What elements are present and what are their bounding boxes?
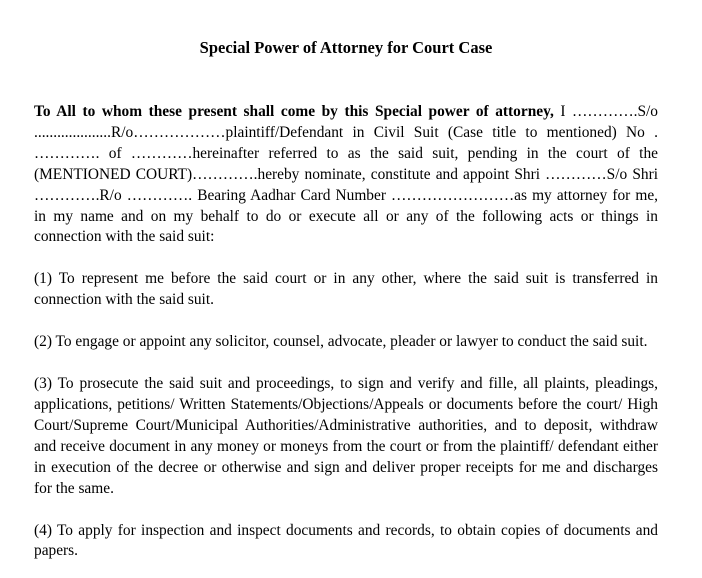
intro-bold-lead: To All to whom these present shall come by this Special power of attorney,: [34, 103, 554, 120]
clause-2: (2) To engage or appoint any solicitor, counsel, advocate, pleader or lawyer to conduct the said suit.: [34, 333, 648, 351]
document-body: [34, 102, 658, 578]
clause-1: (1) To represent me before the said court or in any other, where the said suit is transferred in connection with the said suit.: [34, 270, 658, 309]
intro-paragraph: [34, 102, 658, 248]
clause-4: (4) To apply for inspection and inspect documents and records, to obtain copies of documents and papers.: [34, 521, 658, 560]
document-title: Special Power of Attorney for Court Case: [199, 38, 493, 57]
intro-text: I ………….S/o ....................R/o………………plaintiff/Defendant in Civil Suit (Case title to mentioned) No . …………. of …………hereinafter referred to as the said suit, pending in the court of the (MENTIONED COURT)………….hereby nominate, constitute and appoint Shri …………S/o Shri ………….R/o …………. Bearing Aadhar Card Number ……………………as my attorney for me, in my name and on my behalf to do or execute all or any of the following acts or things in connection with the said suit:: [34, 103, 658, 246]
clause-3: (3) To prosecute the said suit and proceedings, to sign and verify and fille, all plaints, pleadings, applications, petitions/ Written Statements/Objections/Appeals or documents before the court/ High Court/Supreme Court/Municipal Authorities/Administrative authorities, and to deposit, withdraw and receive document in any money or moneys from the court or from the plaintiff/ defendant either in execution of the decree or otherwise and sign and deliver proper receipts for me and discharges for the same.: [34, 375, 658, 497]
